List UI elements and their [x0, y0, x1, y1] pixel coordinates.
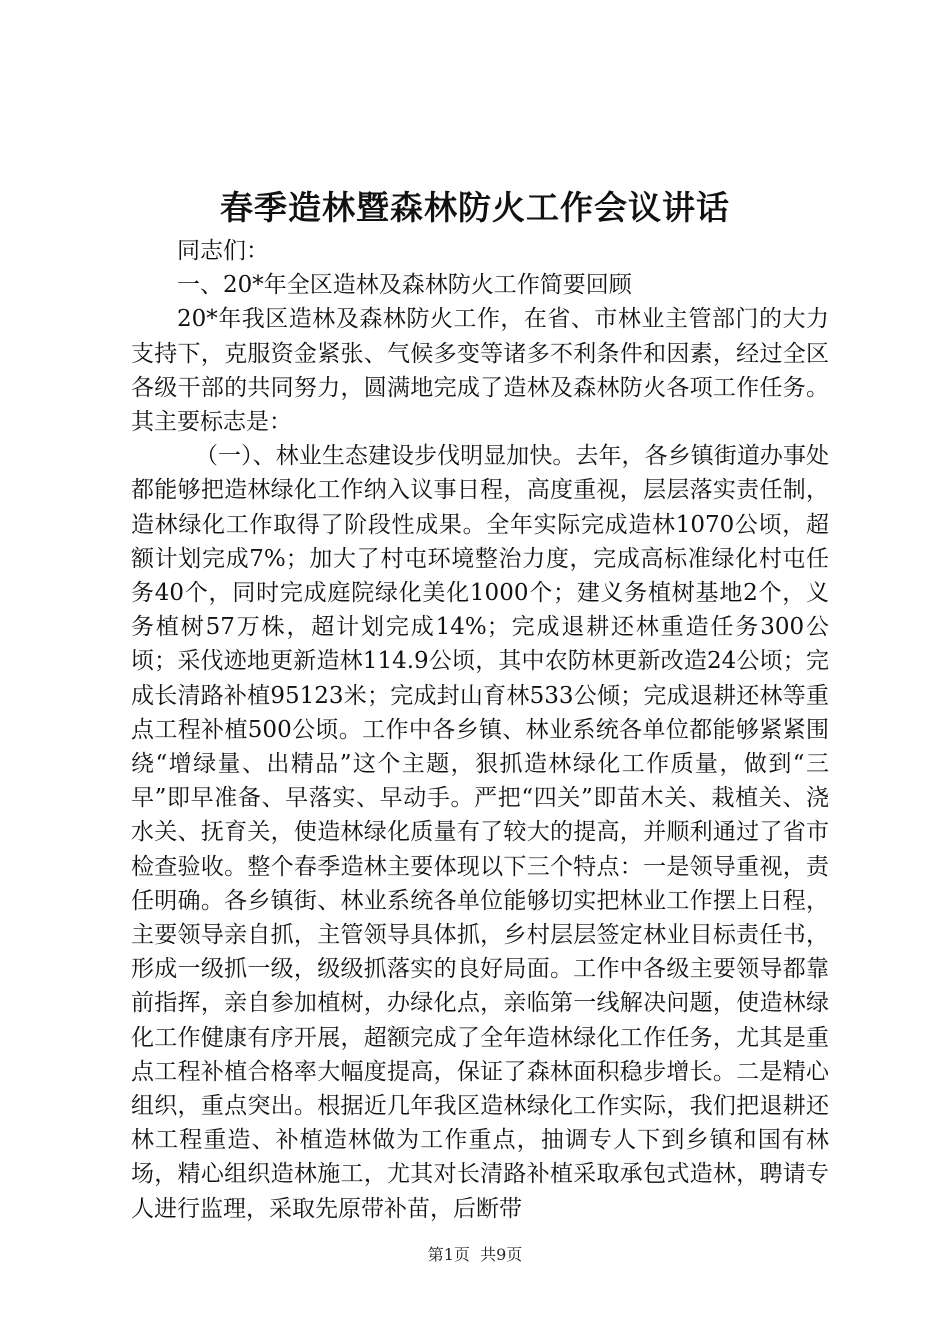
- section-heading: 一、20*年全区造林及森林防火工作简要回顾: [177, 272, 632, 299]
- intro-paragraph: 20*年我区造林及森林防火工作，在省、市林业主管部门的大力支持下，克服资金紧张、气候多变等诸多不利条件和因素，经过全区各级干部的共同努力，圆满地完成了造林及森林防火各项工作任务。其主要标志是：: [131, 306, 829, 436]
- page-footer: [0, 1245, 950, 1265]
- subsection-paragraph: （一）、林业生态建设步伐明显加快。去年，各乡镇街道办事处都能够把造林绿化工作纳入议事日程，高度重视，层层落实责任制，造林绿化工作取得了阶段性成果。全年实际完成造林1070公顷，超额计划完成7%；加大了村屯环境整治力度，完成高标准绿化村屯任务40个，同时完成庭院绿化美化1000个；建义务植树基地2个，义务植树57万株，超计划完成14%；完成退耕还林重造任务300公顷；采伐迹地更新造林114.9公顷，其中农防林更新改造24公顷；完成长清路补植95123米；完成封山育林533公倾；完成退耕还林等重点工程补植500公顷。工作中各乡镇、林业系统各单位都能够紧紧围绕“增绿量、出精品”这个主题，狠抓造林绿化工作质量，做到“三早”即早准备、早落实、早动手。严把“四关”即苗木关、栽植关、浇水关、抚育关，使造林绿化质量有了较大的提高，并顺利通过了省市检查验收。整个春季造林主要体现以下三个特点：一是领导重视，责任明确。各乡镇街、林业系统各单位能够切实把林业工作摆上日程，主要领导亲自抓，主管领导具体抓，乡村层层签定林业目标责任书，形成一级抓一级，级级抓落实的良好局面。工作中各级主要领导都靠前指挥，亲自参加植树，办绿化点，亲临第一线解决问题，使造林绿化工作健康有序开展，超额完成了全年造林绿化工作任务，尤其是重点工程补植合格率大幅度提高，保证了森林面积稳步增长。二是精心组织，重点突出。根据近几年我区造林绿化工作实际，我们把退耕还林工程重造、补植造林做为工作重点，抽调专人下到乡镇和国有林场，精心组织造林施工，尤其对长清路补植采取承包式造林，聘请专人进行监理，采取先原带补苗，后断带: [131, 443, 829, 1222]
- page-number: 第1页 共9页: [427, 1245, 523, 1264]
- document-body: [131, 234, 829, 1226]
- document-title: 春季造林暨森林防火工作会议讲话: [220, 188, 730, 227]
- salutation-paragraph: 同志们：: [177, 238, 269, 264]
